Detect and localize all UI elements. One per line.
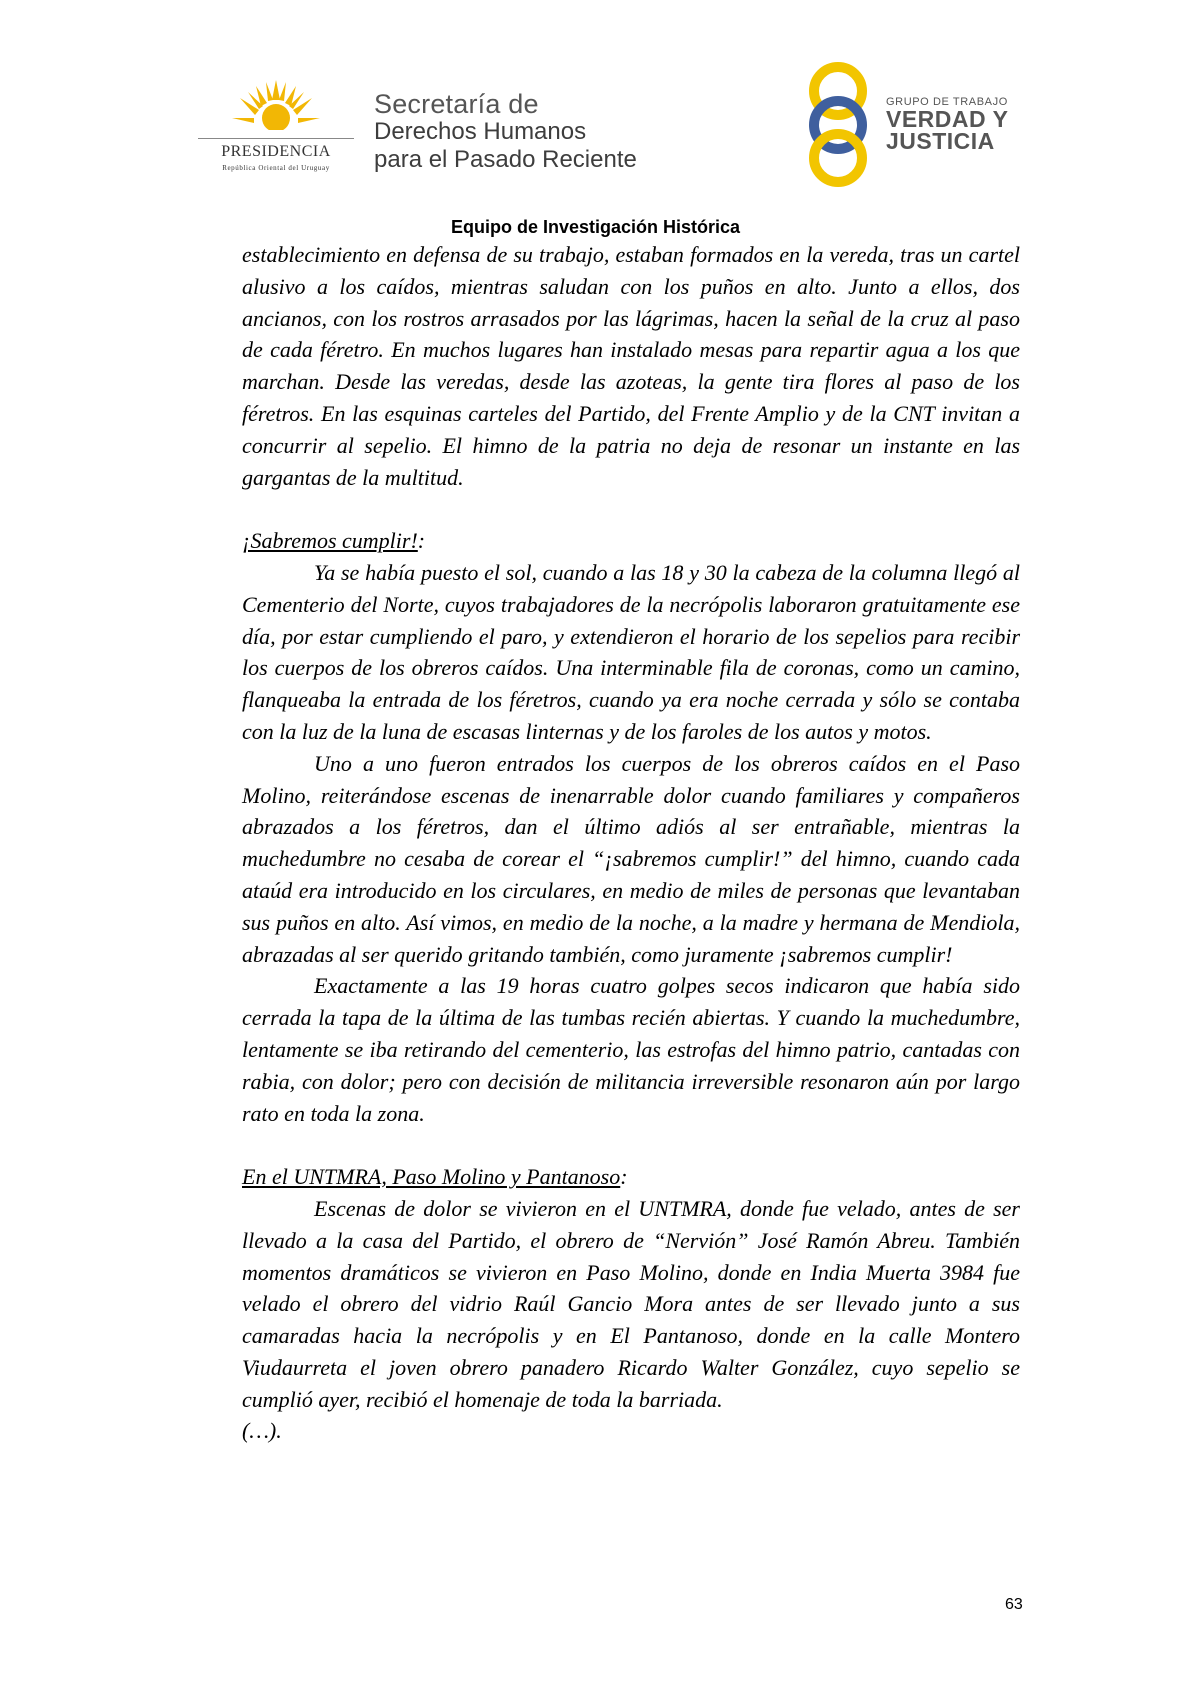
secretaria-line-1: Secretaría de (374, 89, 539, 119)
secretaria-title (374, 90, 637, 174)
sun-icon (196, 78, 356, 140)
section-heading-2-suffix: : (620, 1164, 628, 1190)
paragraph-5: Escenas de dolor se vivieron en el UNTMRA, donde fue velado, antes de ser llevado a la casa del Partido, el obrero de “Nervión” José Ramón Abreu. También momentos dramáticos se vivieron en Paso Molino, donde en India Muerta 3984 fue velado el obrero del vidrio Raúl Gancio Mora antes de ser llevado junto a sus camaradas hacia la necrópolis y en El Pantanoso, donde en la calle Montero Viudaurreta el joven obrero panadero Ricardo Walter González, cuyo sepelio se cumplió ayer, recibió el homenaje de toda la barriada. (242, 1195, 1020, 1412)
presidencia-name: PRESIDENCIA (221, 143, 331, 160)
rings-icon (808, 62, 884, 187)
paragraph-1: establecimiento en defensa de su trabajo, estaban formados en la vereda, tras un cartel alusivo a los caídos, mientras saludan con los puños en alto. Junto a ellos, dos ancianos, con los rostros arrasados por las lágrimas, hacen la señal de la cruz al paso de cada féretro. En muchos lugares han instalado mesas para repartir agua a los que marchan. Desde las veredas, desde las azoteas, la gente tira flores al paso de los féretros. En las esquinas carteles del Partido, del Frente Amplio y de la CNT invitan a concurrir al sepelio. El himno de la patria no deja de resonar un instante en las gargantas de la multitud. (242, 242, 1020, 490)
section-heading-2 (242, 1161, 1020, 1193)
verdad-justicia-logo (808, 62, 1028, 187)
presidencia-divider (198, 138, 354, 139)
paragraph-4: Exactamente a las 19 horas cuatro golpes secos indicaron que había sido cerrada la tapa de la última de las tumbas recién abiertas. Y cuando la muchedumbre, lentamente se iba retirando del cementerio, las estrofas del himno patrio, cantadas con rabia, con dolor; pero con decisión de militancia irreversible resonaron aún por largo rato en toda la zona. (242, 973, 1020, 1126)
section-heading-1 (242, 525, 1020, 557)
page-number: 63 (1005, 1596, 1023, 1613)
paragraph-3: Uno a uno fueron entrados los cuerpos de los obreros caídos en el Paso Molino, reiterándose escenas de inenarrable dolor cuando familiares y compañeros abrazados a los féretros, dan el último adiós al ser entrañable, mientras la muchedumbre no cesaba de corear el “¡sabremos cumplir!” del himno, cuando cada ataúd era introducido en los circulares, en medio de miles de personas que levantaban sus puños en alto. Así vimos, en medio de la noche, a la madre y hermana de Mendiola, abrazadas al ser querido gritando también, como juramente ¡sabremos cumplir! (242, 750, 1020, 967)
ellipsis: (…). (242, 1418, 282, 1444)
presidencia-logo (196, 78, 356, 178)
document-body (242, 239, 1020, 1447)
secretaria-line-3: para el Pasado Reciente (374, 146, 637, 173)
section-heading-1-suffix: : (417, 528, 426, 554)
team-title: Equipo de Investigación Histórica (450, 217, 741, 237)
section-heading-2-text: En el UNTMRA, Paso Molino y Pantanoso (242, 1164, 621, 1190)
gtvj-line-3: JUSTICIA (886, 128, 995, 154)
secretaria-line-2: Derechos Humanos (374, 118, 587, 145)
presidencia-subtitle: República Oriental del Uruguay (222, 164, 330, 172)
paragraph-2: Ya se había puesto el sol, cuando a las 18 y 30 la cabeza de la columna llegó al Cementerio del Norte, cuyos trabajadores de la necrópolis laboraron gratuitamente ese día, por estar cumpliendo el paro, y extendieron el horario de los sepelios para recibir los cuerpos de los obreros caídos. Una interminable fila de coronas, como un camino, flanqueaba la entrada de los féretros, cuando ya era noche cerrada y sólo se contaba con la luz de la luna de escasas linternas y de los faroles de los autos y motos. (242, 559, 1020, 744)
gtvj-line-1: GRUPO DE TRABAJO (886, 96, 1008, 108)
gtvj-line-2: VERDAD Y (886, 106, 1009, 132)
section-heading-1-text: ¡Sabremos cumplir! (242, 528, 418, 554)
